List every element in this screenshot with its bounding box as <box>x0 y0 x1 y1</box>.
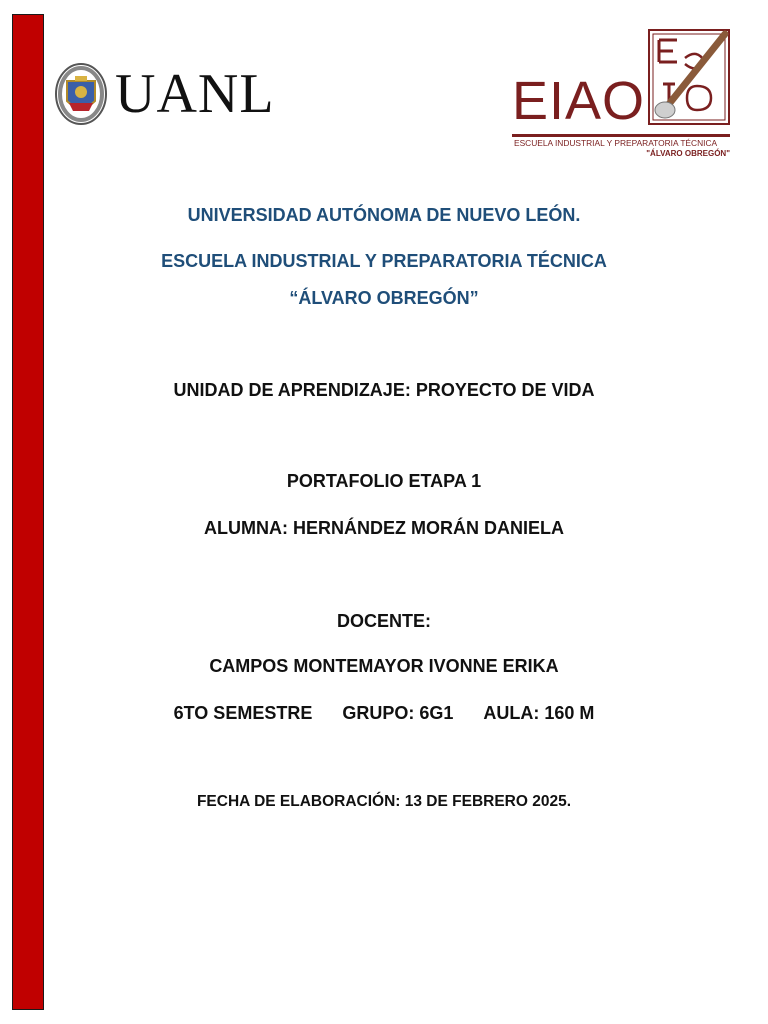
eiao-subtitle-name: "ÁLVARO OBREGÓN" <box>646 149 730 158</box>
uanl-shield-icon <box>55 63 107 125</box>
eiao-book-emblem-icon <box>647 28 733 130</box>
teacher-name: CAMPOS MONTEMAYOR IVONNE ERIKA <box>209 656 559 676</box>
elaboration-date: FECHA DE ELABORACIÓN: 13 DE FEBRERO 2025. <box>196 793 572 810</box>
semester: 6TO SEMESTRE <box>173 703 313 723</box>
learning-unit: UNIDAD DE APRENDIZAJE: PROYECTO DE VIDA <box>173 380 595 400</box>
eiao-divider <box>512 134 730 137</box>
group: GRUPO: 6G1 <box>342 703 454 723</box>
school-subname: “ÁLVARO OBREGÓN” <box>289 288 479 308</box>
red-side-bar <box>12 14 44 1010</box>
classroom: AULA: 160 M <box>483 703 595 723</box>
eiao-subtitle: ESCUELA INDUSTRIAL Y PREPARATORIA TÉCNICA <box>514 138 718 148</box>
uanl-logo <box>55 62 275 126</box>
school-name: ESCUELA INDUSTRIAL Y PREPARATORIA TÉCNICA <box>161 251 607 271</box>
university-name: UNIVERSIDAD AUTÓNOMA DE NUEVO LEÓN. <box>187 205 581 225</box>
student-name: ALUMNA: HERNÁNDEZ MORÁN DANIELA <box>204 518 564 538</box>
class-info-row <box>44 703 724 724</box>
portfolio-title: PORTAFOLIO ETAPA 1 <box>286 471 482 491</box>
eiao-wordmark: EIAO <box>512 71 646 131</box>
eiao-logo <box>512 28 734 162</box>
uanl-wordmark: UANL <box>115 63 275 125</box>
teacher-label: DOCENTE: <box>337 611 431 631</box>
